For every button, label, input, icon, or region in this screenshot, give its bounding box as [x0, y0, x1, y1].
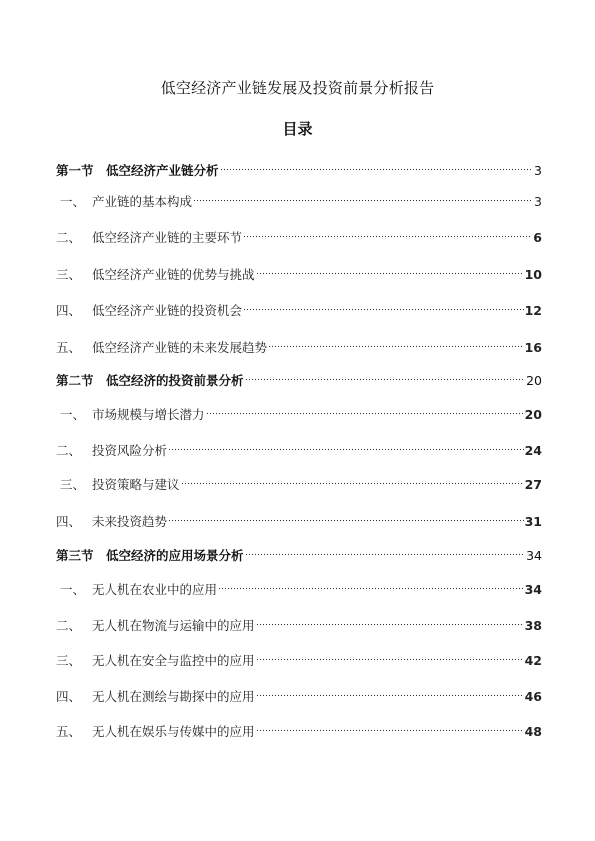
- toc-entry-sub[interactable]: [56, 222, 542, 245]
- toc-entry-title: 投资风险分析: [92, 443, 168, 458]
- toc-leader-dots: [168, 506, 524, 526]
- toc-entry-page: 31: [524, 514, 542, 529]
- toc-entry-title: 低空经济产业链的投资机会: [92, 303, 243, 318]
- toc-leader-dots: [256, 610, 524, 630]
- toc-leader-dots: [256, 681, 524, 701]
- toc-leader-dots: [243, 295, 524, 315]
- toc-leader-dots: [256, 645, 524, 665]
- toc-entry-number: 一、: [60, 407, 86, 422]
- toc-entry-sub[interactable]: [56, 574, 542, 597]
- toc-entry-number: 二、: [56, 443, 82, 458]
- toc-entry-number: 第二节: [56, 373, 94, 388]
- toc-entry-page: 34: [526, 548, 542, 563]
- toc-leader-dots: [256, 716, 524, 736]
- toc-entry-number: 二、: [56, 618, 82, 633]
- toc-entry-page: 34: [524, 582, 542, 597]
- toc-entry-number: 第三节: [56, 548, 94, 563]
- toc-entry-title: 低空经济产业链分析: [106, 163, 219, 178]
- toc-leader-dots: [206, 399, 524, 419]
- toc-entry-sub[interactable]: [56, 435, 542, 458]
- toc-entry-title: 低空经济产业链的主要环节: [92, 230, 243, 245]
- toc-leader-dots: [168, 435, 524, 455]
- toc-entry-number: 五、: [56, 340, 82, 355]
- toc-entry-title: 无人机在安全与监控中的应用: [92, 653, 255, 668]
- toc-entry-title: 投资策略与建议: [92, 477, 180, 492]
- toc-leader-dots: [245, 540, 526, 560]
- toc-leader-dots: [218, 574, 524, 594]
- toc-entry-section[interactable]: [56, 365, 542, 388]
- toc-entry-title: 产业链的基本构成: [92, 194, 193, 209]
- toc-entry-page: 6: [533, 230, 542, 245]
- toc-entry-sub[interactable]: [56, 399, 542, 422]
- toc-entry-title: 无人机在娱乐与传媒中的应用: [92, 724, 255, 739]
- toc-entry-title: 低空经济产业链的优势与挑战: [92, 267, 255, 282]
- toc-entry-number: 四、: [56, 689, 82, 704]
- toc-entry-sub[interactable]: [56, 506, 542, 529]
- toc-leader-dots: [243, 222, 532, 242]
- toc-entry-number: 第一节: [56, 163, 94, 178]
- toc-entry-sub[interactable]: [56, 259, 542, 282]
- toc-entry-sub[interactable]: [56, 186, 542, 209]
- toc-entry-page: 3: [534, 194, 542, 209]
- toc-entry-page: 16: [524, 340, 542, 355]
- toc-entry-sub[interactable]: [56, 332, 542, 355]
- toc-entry-page: 38: [524, 618, 542, 633]
- toc-leader-dots: [245, 365, 526, 385]
- toc-entry-page: 27: [524, 477, 542, 492]
- toc-entry-number: 三、: [56, 653, 82, 668]
- toc-entry-title: 无人机在农业中的应用: [92, 582, 218, 597]
- toc-entry-sub[interactable]: [56, 610, 542, 633]
- toc-entry-number: 一、: [60, 194, 86, 209]
- toc-leader-dots: [256, 259, 524, 279]
- toc-entry-number: 五、: [56, 724, 82, 739]
- toc-leader-dots: [193, 186, 533, 206]
- toc-leader-dots: [220, 155, 534, 175]
- toc-entry-title: 低空经济的投资前景分析: [106, 373, 244, 388]
- toc-entry-page: 3: [534, 163, 542, 178]
- document-title: 低空经济产业链发展及投资前景分析报告: [160, 79, 435, 97]
- toc-heading: 目录: [282, 120, 313, 138]
- toc-entry-number: 三、: [56, 267, 82, 282]
- toc-entry-page: 10: [524, 267, 542, 282]
- toc-entry-page: 24: [524, 443, 542, 458]
- toc-entry-title: 无人机在测绘与勘探中的应用: [92, 689, 255, 704]
- toc-entry-section[interactable]: [56, 155, 542, 178]
- toc-entry-page: 20: [526, 373, 542, 388]
- toc-entry-page: 46: [524, 689, 542, 704]
- toc-entry-sub[interactable]: [56, 469, 542, 492]
- toc-entry-page: 42: [524, 653, 542, 668]
- toc-entry-section[interactable]: [56, 540, 542, 563]
- toc-entry-title: 无人机在物流与运输中的应用: [92, 618, 255, 633]
- toc-entry-title: 低空经济的应用场景分析: [106, 548, 244, 563]
- toc-entry-number: 四、: [56, 514, 82, 529]
- toc-entry-number: 四、: [56, 303, 82, 318]
- toc-entry-number: 二、: [56, 230, 82, 245]
- toc-entry-sub[interactable]: [56, 716, 542, 739]
- toc-leader-dots: [181, 469, 524, 489]
- toc-entry-page: 20: [524, 407, 542, 422]
- toc-entry-page: 48: [524, 724, 542, 739]
- toc-entry-number: 三、: [60, 477, 86, 492]
- toc-entry-title: 市场规模与增长潜力: [92, 407, 205, 422]
- toc-leader-dots: [268, 332, 524, 352]
- toc-entry-number: 一、: [60, 582, 86, 597]
- toc-entry-page: 12: [524, 303, 542, 318]
- toc-entry-title: 未来投资趋势: [92, 514, 168, 529]
- toc-entry-title: 低空经济产业链的未来发展趋势: [92, 340, 268, 355]
- toc-entry-sub[interactable]: [56, 295, 542, 318]
- toc-entry-sub[interactable]: [56, 645, 542, 668]
- toc-entry-sub[interactable]: [56, 681, 542, 704]
